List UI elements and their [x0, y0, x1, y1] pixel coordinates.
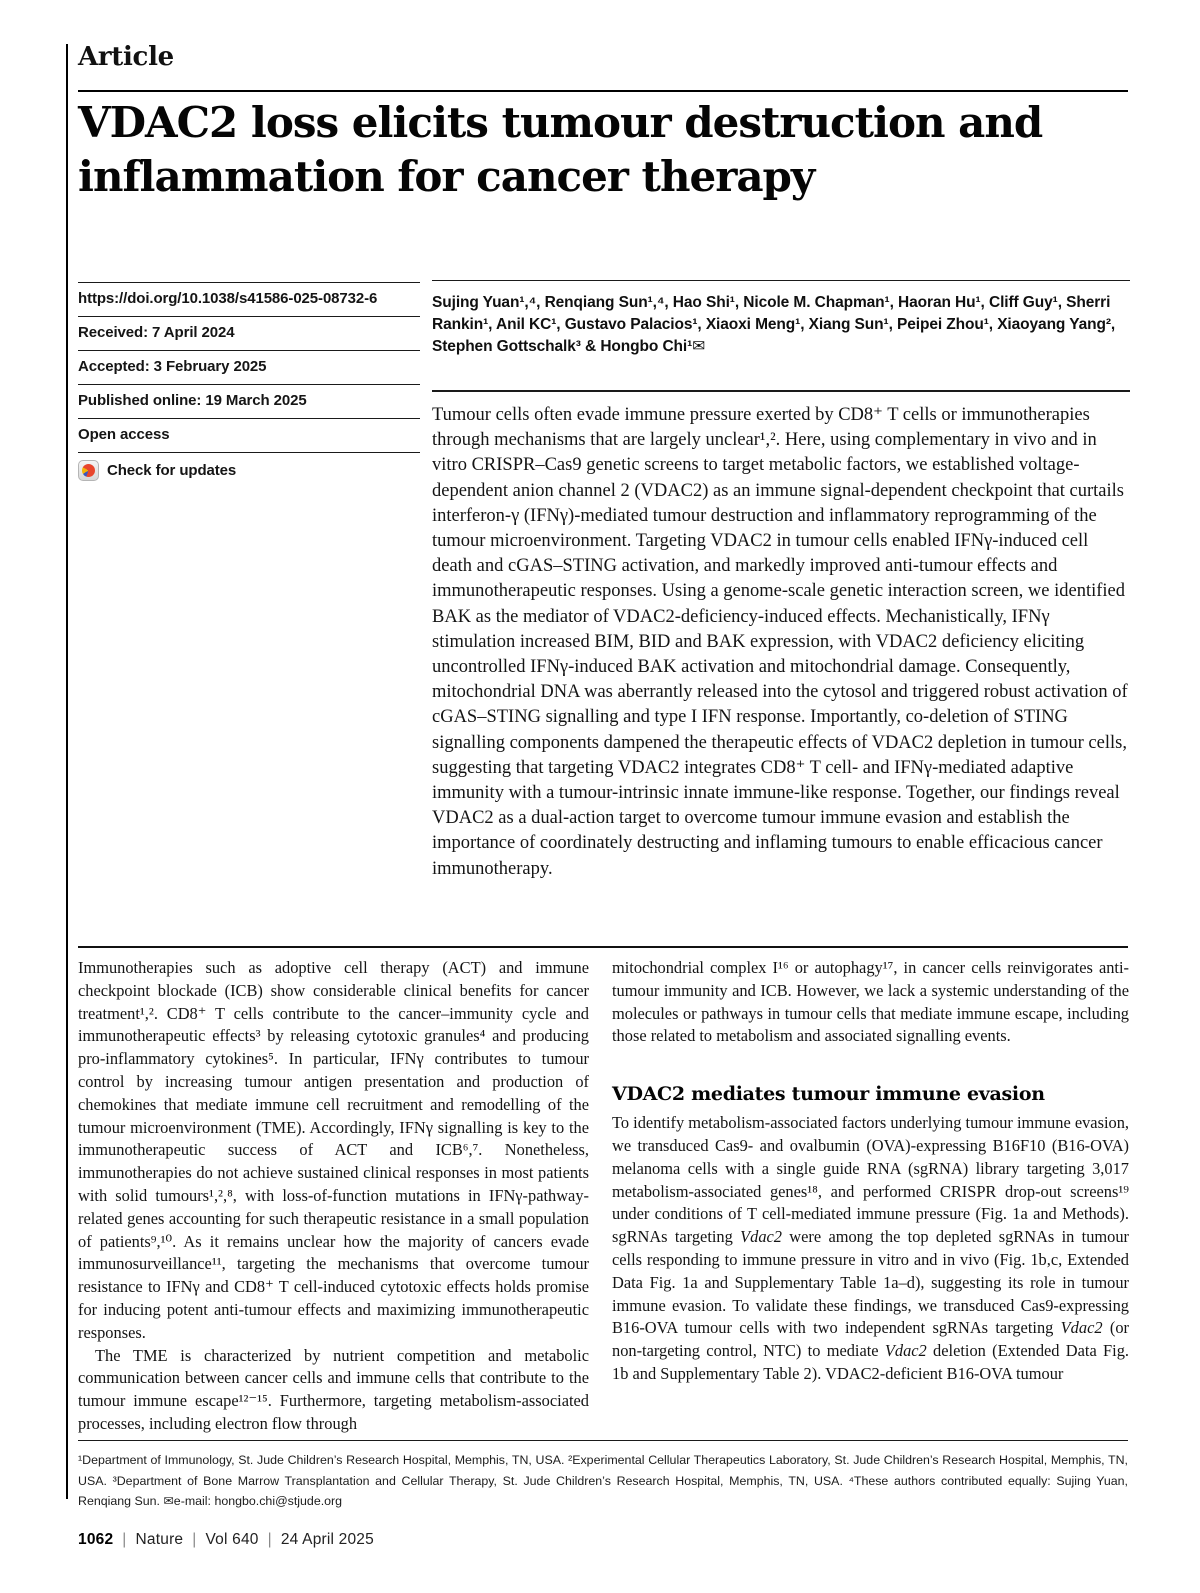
doi-link[interactable]: https://doi.org/10.1038/s41586-025-08732-6 [78, 282, 420, 316]
accepted-date: Accepted: 3 February 2025 [78, 350, 420, 384]
body-right-column [612, 957, 1129, 1386]
article-title: VDAC2 loss elicits tumour destruction and inflammation for cancer therapy [78, 98, 1043, 201]
affiliations-footnote [78, 1440, 1128, 1512]
open-access-label: Open access [78, 418, 420, 452]
check-for-updates-button[interactable] [78, 452, 420, 490]
email-label: ✉e-mail: [163, 1494, 215, 1508]
footer-separator: | [122, 1531, 127, 1548]
email-link[interactable]: hongbo.chi@stjude.org [214, 1494, 343, 1508]
issue-date: 24 April 2025 [280, 1531, 374, 1548]
left-margin-rule [66, 44, 68, 1499]
section-heading-vdac2: VDAC2 mediates tumour immune evasion [612, 1083, 1045, 1106]
section-paragraph-1: To identify metabolism-associated factors underlying tumour immune evasion, we transduced Cas9- and ovalbumin (OVA)-expressing B16F10 (B16-OVA) melanoma cells with a single guide RNA (sgRNA) library targeting 3,017 metabolism-associated genes¹⁸, and performed CRISPR drop-out screens¹⁹ under conditions of T cell-mediated immune pressure (Fig. 1a and Methods). sgRNAs targeting Vdac2 were among the top depleted sgRNAs in tumour cells responding to immune pressure in vitro and in vivo (Fig. 1b,c, Extended Data Fig. 1a and Supplementary Table 1a–d), suggesting its role in tumour immune evasion. To validate these findings, we transduced Cas9-expressing B16-OVA tumour cells with two independent sgRNAs targeting Vdac2 (or non-targeting control, NTC) to mediate Vdac2 deletion (Extended Data Fig. 1b and Supplementary Table 2). VDAC2-deficient B16-OVA tumour [612, 1113, 1129, 1383]
author-list: Sujing Yuan¹,⁴, Renqiang Sun¹,⁴, Hao Shi¹, Nicole M. Chapman¹, Haoran Hu¹, Cliff Guy¹, Sherri Rankin¹, Anil KC¹, Gustavo Palacios¹, Xiaoxi Meng¹, Xiang Sun¹, Peipei Zhou¹, Xiaoyang Yang², Stephen Gottschalk³ & Hongbo Chi¹✉ [432, 280, 1130, 358]
article-kicker: Article [78, 42, 174, 72]
journal-name: Nature [135, 1531, 184, 1548]
check-for-updates-label: Check for updates [107, 462, 237, 479]
affiliations-text: ¹Department of Immunology, St. Jude Children’s Research Hospital, Memphis, TN, USA. ²Experimental Cellular Therapeutics Laboratory, St. Jude Children’s Research Hospital, Memphis, TN, USA. ³Department of Bone Marrow Transplantation and Cellular Therapy, St. Jude Children’s Research Hospital, Memphis, TN, USA. ⁴These authors contributed equally: Sujing Yuan, Renqiang Sun. [78, 1453, 1128, 1508]
volume-label: Vol 640 [205, 1531, 259, 1548]
metadata-sidebar [78, 282, 420, 490]
body-divider [78, 946, 1128, 948]
crossmark-icon [78, 460, 99, 481]
page-number: 1062 [78, 1531, 114, 1548]
intro-paragraph-2: The TME is characterized by nutrient competition and metabolic communication between cancer cells and immune cells that contribute to the tumour immune escape¹²⁻¹⁵. Furthermore, targeting metabolism-associated processes, including electron flow through [78, 1345, 589, 1433]
published-date: Published online: 19 March 2025 [78, 384, 420, 418]
footer-separator: | [192, 1531, 197, 1548]
page-footer [78, 1531, 374, 1549]
intro-paragraph-3: mitochondrial complex I¹⁶ or autophagy¹⁷, in cancer cells reinvigorates anti-tumour immunity and ICB. However, we lack a systemic understanding of the molecules or pathways in tumour cells that mediate immune escape, including those related to metabolism and associated signalling events. [612, 958, 1129, 1046]
footer-separator: | [267, 1531, 272, 1548]
abstract-text: Tumour cells often evade immune pressure exerted by CD8⁺ T cells or immunotherapies through mechanisms that are largely unclear¹,². Here, using complementary in vivo and in vitro CRISPR–Cas9 genetic screens to target metabolic factors, we established voltage-dependent anion channel 2 (VDAC2) as an immune signal-dependent checkpoint that curtails interferon-γ (IFNγ)-mediated tumour destruction and inflammatory reprogramming of the tumour microenvironment. Targeting VDAC2 in tumour cells enabled IFNγ-induced cell death and cGAS–STING activation, and markedly improved anti-tumour effects and immunotherapeutic responses. Using a genome-scale genetic interaction screen, we identified BAK as the mediator of VDAC2-deficiency-induced effects. Mechanistically, IFNγ stimulation increased BIM, BID and BAK expression, with VDAC2 deficiency eliciting uncontrolled IFNγ-induced BAK activation and mitochondrial damage. Consequently, mitochondrial DNA was aberrantly released into the cytosol and triggered robust activation of cGAS–STING signalling and type I IFN response. Importantly, co-deletion of STING signalling components dampened the therapeutic effects of VDAC2 depletion in tumour cells, suggesting that targeting VDAC2 integrates CD8⁺ T cell- and IFNγ-mediated adaptive immunity with a tumour-intrinsic innate immune-like response. Together, our findings reveal VDAC2 as a dual-action target to overcome tumour immune evasion and establish the importance of coordinately destructing and inflaming tumours to enable efficacious cancer immunotherapy. [432, 390, 1130, 882]
kicker-divider [78, 90, 1128, 92]
body-left-column [78, 957, 589, 1436]
received-date: Received: 7 April 2024 [78, 316, 420, 350]
intro-paragraph-1: Immunotherapies such as adoptive cell therapy (ACT) and immune checkpoint blockade (ICB) show considerable clinical benefits for cancer treatment¹,². CD8⁺ T cells contribute to the cancer–immunity cycle and immunotherapeutic effects³ by releasing cytotoxic granules⁴ and producing pro-inflammatory cytokines⁵. In particular, IFNγ contributes to tumour control by increasing tumour antigen presentation and production of chemokines that mediate immune cell recruitment and remodelling of the tumour microenvironment (TME). Accordingly, IFNγ signalling is key to the immunotherapeutic success of ACT and ICB⁶,⁷. Nonetheless, immunotherapies do not achieve sustained clinical responses in most patients with solid tumours¹,²,⁸, with loss-of-function mutations in IFNγ-pathway-related genes accounting for such therapeutic resistance in a small population of patients⁹,¹⁰. As it remains unclear how the majority of cancers evade immunosurveillance¹¹, targeting the mechanisms that overcome tumour resistance to IFNγ and CD8⁺ T cell-induced cytotoxic effects holds promise for inducing potent anti-tumour effects and maximizing immunotherapeutic responses. [78, 958, 589, 1342]
